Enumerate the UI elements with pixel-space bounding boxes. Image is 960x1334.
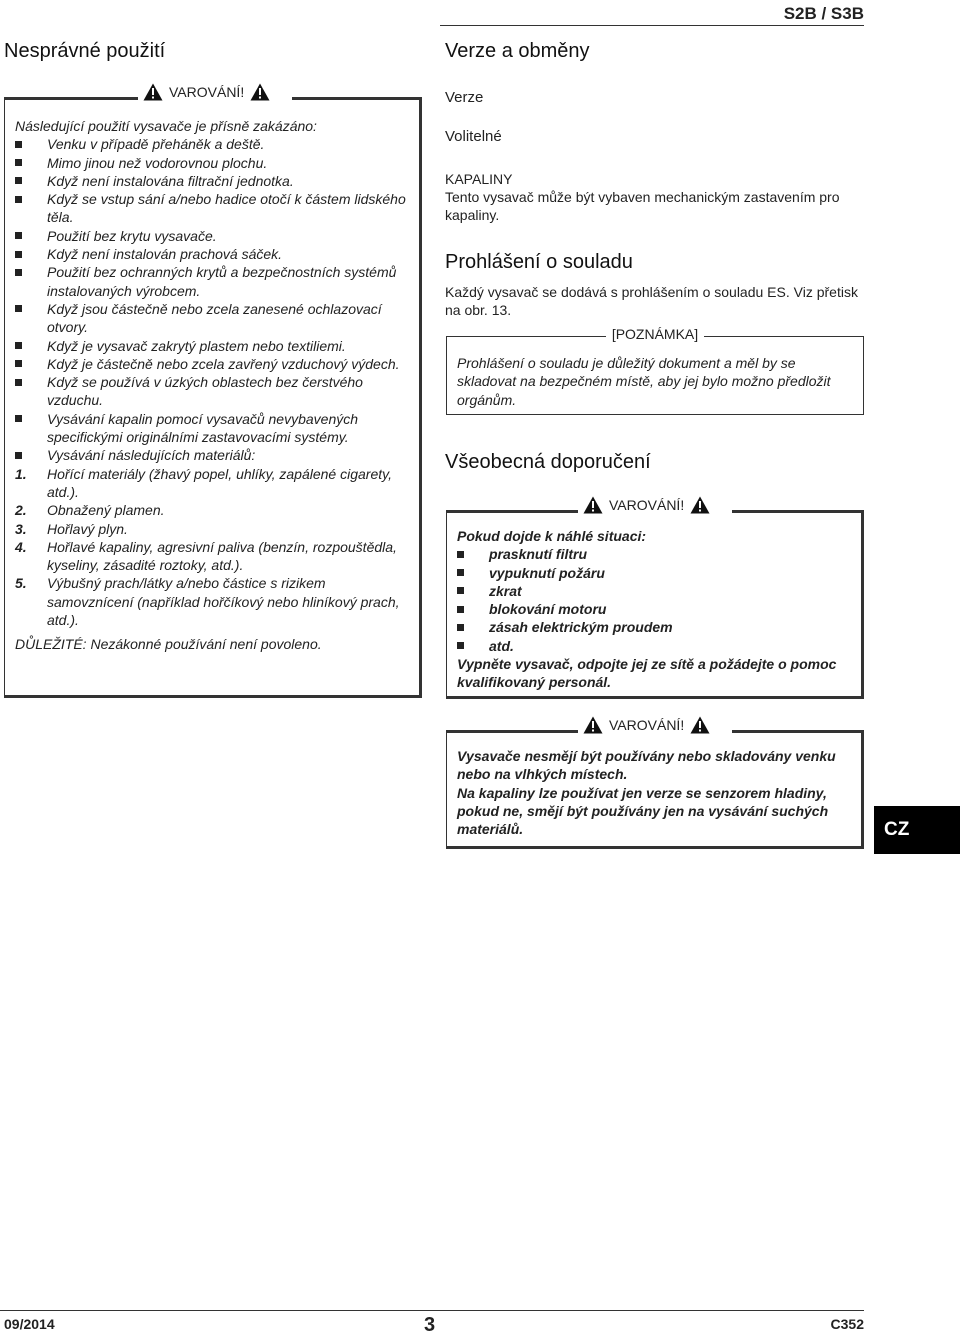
model-label: S2B / S3B bbox=[783, 4, 864, 23]
list-item: zásah elektrickým proudem bbox=[457, 618, 853, 636]
item-text: Hořlavý plyn. bbox=[47, 520, 128, 537]
list-item: Vysávání kapalin pomocí vysavačů nevybavených specifickými originálními zastavovacími systémy. bbox=[15, 410, 411, 447]
storage-content bbox=[457, 747, 853, 838]
list-item: Venku v případě přeháněk a deště. bbox=[15, 135, 411, 153]
kapaliny-text: Tento vysavač může být vybaven mechanickým zastavením pro kapaliny. bbox=[445, 189, 840, 224]
item-number: 4. bbox=[15, 538, 27, 555]
numbered-item bbox=[15, 465, 411, 502]
list-item: Když jsou částečně nebo zcela zanesené ochlazovací otvory. bbox=[15, 300, 411, 337]
list-item: Když se používá v úzkých oblastech bez čerstvého vzduchu. bbox=[15, 373, 411, 410]
top-rule bbox=[440, 25, 864, 26]
misuse-intro: Následující použití vysavače je přísně zakázáno: bbox=[15, 118, 317, 134]
warning-header bbox=[579, 716, 714, 734]
warning-label: VAROVÁNÍ! bbox=[609, 497, 685, 513]
list-item: Použití bez ochranných krytů a bezpečnostních systémů instalovaných výrobcem. bbox=[15, 263, 411, 300]
warning-triangle-icon bbox=[690, 496, 710, 514]
emergency-warning-box bbox=[446, 497, 864, 699]
list-item: Když je částečně nebo zcela zavřený vzduchový výdech. bbox=[15, 355, 411, 373]
warning-header bbox=[579, 496, 714, 514]
storage-text-2: Na kapaliny lze používat jen verze se senzorem hladiny, pokud ne, smějí být používány jen na vysávání suchých materiálů. bbox=[457, 784, 829, 838]
emergency-intro: Pokud dojde k náhlé situaci: bbox=[457, 528, 647, 544]
emergency-content bbox=[457, 527, 853, 692]
page-number: 3 bbox=[424, 1314, 436, 1334]
volitelne-heading: Volitelné bbox=[445, 128, 502, 145]
footer-code: C352 bbox=[830, 1316, 864, 1332]
warning-triangle-icon bbox=[143, 83, 163, 101]
misuse-warning-box bbox=[4, 84, 422, 698]
numbered-item bbox=[15, 574, 411, 629]
list-item: Vysávání následujících materiálů: bbox=[15, 446, 411, 464]
item-number: 5. bbox=[15, 575, 27, 592]
warning-triangle-icon bbox=[690, 716, 710, 734]
item-text: Výbušný prach/látky a/nebo částice s rizikem samovznícení (například hořčíkový nebo hliníkový prach, atd.). bbox=[47, 575, 400, 629]
list-item: zkrat bbox=[457, 582, 853, 600]
list-item: Když se vstup sání a/nebo hadice otočí k částem lidského těla. bbox=[15, 190, 411, 227]
storage-warning-box bbox=[446, 717, 864, 849]
language-tab: CZ bbox=[874, 806, 960, 854]
list-item: blokování motoru bbox=[457, 600, 853, 618]
list-item: atd. bbox=[457, 637, 853, 655]
list-item: Použití bez krytu vysavače. bbox=[15, 227, 411, 245]
versions-title: Verze a obměny bbox=[445, 40, 590, 62]
warning-triangle-icon bbox=[250, 83, 270, 101]
list-item: Když je vysavač zakrytý plastem nebo textiliemi. bbox=[15, 337, 411, 355]
item-text: Hořlavé kapaliny, agresivní paliva (benzín, rozpouštědla, kyseliny, zásadité roztoky, atd.). bbox=[47, 538, 397, 574]
list-item: prasknutí filtru bbox=[457, 545, 853, 563]
conformity-title: Prohlášení o souladu bbox=[445, 251, 633, 273]
list-item: Když není instalována filtrační jednotka. bbox=[15, 172, 411, 190]
warning-triangle-icon bbox=[583, 716, 603, 734]
warning-label: VAROVÁNÍ! bbox=[609, 717, 685, 733]
emergency-outro: Vypněte vysavač, odpojte jej ze sítě a požádejte o pomoc kvalifikovaný personál. bbox=[457, 656, 837, 691]
footer-date: 09/2014 bbox=[4, 1316, 55, 1332]
warning-header bbox=[139, 83, 274, 101]
storage-text-1: Vysavače nesmějí být používány nebo skladovány venku nebo na vlhkých místech. bbox=[457, 748, 836, 783]
general-title: Všeobecná doporučení bbox=[445, 451, 651, 473]
footer-rule bbox=[0, 1310, 864, 1311]
important-note: DŮLEŽITÉ: Nezákonné používání není povoleno. bbox=[15, 636, 322, 653]
item-number: 3. bbox=[15, 520, 27, 537]
item-text: Hořící materiály (žhavý popel, uhlíky, zapálené cigarety, atd.). bbox=[47, 465, 392, 500]
kapaliny-heading: KAPALINY bbox=[445, 171, 513, 187]
warning-triangle-icon bbox=[583, 496, 603, 514]
list-item: Mimo jinou než vodorovnou plochu. bbox=[15, 154, 411, 172]
item-text: Obnažený plamen. bbox=[47, 502, 165, 519]
warning-label: VAROVÁNÍ! bbox=[169, 84, 245, 100]
numbered-item bbox=[15, 538, 411, 575]
note-box bbox=[446, 326, 864, 415]
misuse-content bbox=[15, 117, 411, 654]
misuse-title: Nesprávné použití bbox=[4, 40, 166, 62]
item-number: 2. bbox=[15, 502, 27, 519]
note-text: Prohlášení o souladu je důležitý dokument a měl by se skladovat na bezpečném místě, aby jej bylo možno předložit orgánům. bbox=[457, 355, 831, 408]
numbered-item bbox=[15, 520, 411, 538]
note-label: [POZNÁMKA] bbox=[606, 326, 704, 342]
list-item: Když není instalován prachová sáček. bbox=[15, 245, 411, 263]
list-item: vypuknutí požáru bbox=[457, 564, 853, 582]
item-number: 1. bbox=[15, 465, 27, 482]
conformity-text: Každý vysavač se dodává s prohlášením o souladu ES. Viz přetisk na obr. 13. bbox=[445, 284, 858, 319]
verze-heading: Verze bbox=[445, 89, 484, 106]
numbered-item bbox=[15, 501, 411, 519]
